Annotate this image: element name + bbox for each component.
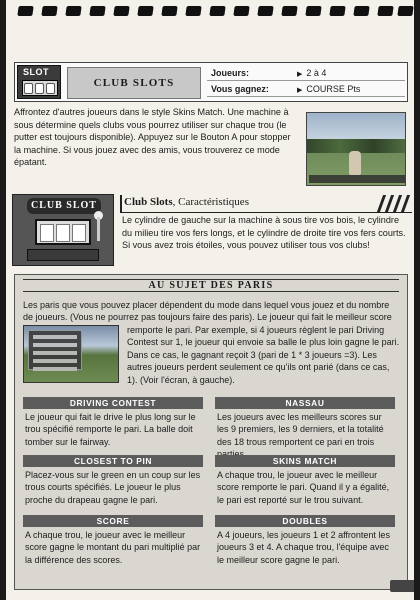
betting-intro: Les paris que vous pouvez placer dépendent du mode dans lequel vous jouez et du nombre de joueurs. (Vous ne pourrez pas toujours faire des paris). Le joueur qui fait le meilleur score [23,300,392,323]
betting-screenshot [23,325,119,383]
bet-card-title: DOUBLES [215,515,395,527]
win-row [207,81,405,97]
bet-card-title: CLOSEST TO PIN [23,455,203,467]
characteristics-title-rest: , Caractéristiques [172,196,249,208]
slot-logo-icon [17,65,61,99]
betting-side-text: remporte le pari. Par exemple, si 4 joueurs règlent le pari Driving Contest sur 1, le joueur qui envoie sa balle le plus loin gagne le pari. Dans ce cas, le gagnant reçoit 3 (pari de 1 * 3 joueurs =3). Les autres joueurs perdent seulement ce qu'ils ont parié (dans ce cas, 1). (Voir l'écran, à gauche). [127,325,400,385]
characteristics-heading [120,195,412,213]
bet-card-text: A chaque trou, le joueur avec le meilleur score remporte le pari. Quand il y a égalité, le pari est reporté sur le trou suivant. [217,470,390,505]
page-tab [390,580,414,592]
bet-card-closest-to-pin [23,455,203,506]
players-value: 2 à 4 [306,67,327,78]
bet-card-text: Les joueurs avec les meilleurs scores sur les 9 premiers, les 9 derniers, et la totalité des 18 trous remportent ce pari en trois [217,412,384,447]
heading-bars-decoration [374,195,412,212]
mode-header [14,62,408,102]
players-row [207,65,405,81]
players-label: Joueurs: [211,67,250,78]
slot-logo-text: SLOT [23,67,49,77]
characteristics-title-bold: Club Slots [124,196,173,208]
bet-card-text: Le joueur qui fait le drive le plus long sur le trou spécifié remporte le pari. La balle doit tomber sur le fairway. [25,412,196,447]
page-edge-right [414,0,420,600]
binder-holes [0,0,420,28]
win-label: Vous gagnez: [211,83,269,94]
bet-card-driving-contest [23,397,203,448]
bet-card-title: NASSAU [215,397,395,409]
bet-card-title: SCORE [23,515,203,527]
slot-machine-label: CLUB SLOT [27,198,101,214]
mode-info-table [207,65,405,97]
characteristics-text: Le cylindre de gauche sur la machine à sous tire vos bois, le cylindre du milieu tire vos fers longs, et le cylindre de droite tire vos fers courts. Si vous avez trois étoiles, vous pouvez utiliser tous vos clubs! [122,215,406,251]
betting-section [14,274,408,590]
bet-card-doubles [215,515,395,566]
intro-paragraph: Affrontez d'autres joueurs dans le style Skins Match. Une machine à sous détermine quels clubs vous pourrez utiliser sur chaque trou (le putter est toujours disponible). Appuyez sur le Bouton A pour stopper la machine. Si vous jouez avec des amis, vous trouverez ce mode épatant. [14,107,291,168]
triangle-right-icon: ▶ [297,86,303,94]
bet-card-title: DRIVING CONTEST [23,397,203,409]
game-screenshot [306,112,406,186]
mode-title: CLUB SLOTS [67,67,201,99]
bet-card-title: SKINS MATCH [215,455,395,467]
bet-card-text: A 4 joueurs, les joueurs 1 et 2 affrontent les joueurs 3 et 4. A chaque trou, l'équipe avec le meilleur score gagne le pari. [217,530,390,565]
bet-card-text: Placez-vous sur le green en un coup sur les trous courts spécifiés. Le joueur le plus proche du drapeau gagne le pari. [25,470,201,505]
win-value: COURSE Pts [306,83,361,94]
bet-card-score [23,515,203,566]
triangle-right-icon: ▶ [297,70,303,78]
betting-title: AU SUJET DES PARIS [23,279,399,292]
slot-machine-image [12,194,114,266]
bet-card-text: A chaque trou, le joueur avec le meilleur score gagne le montant du pari multiplié par la différence des scores. [25,530,201,565]
bet-card-skins-match [215,455,395,506]
page-edge-left [0,0,6,600]
bet-card-nassau [215,397,395,461]
